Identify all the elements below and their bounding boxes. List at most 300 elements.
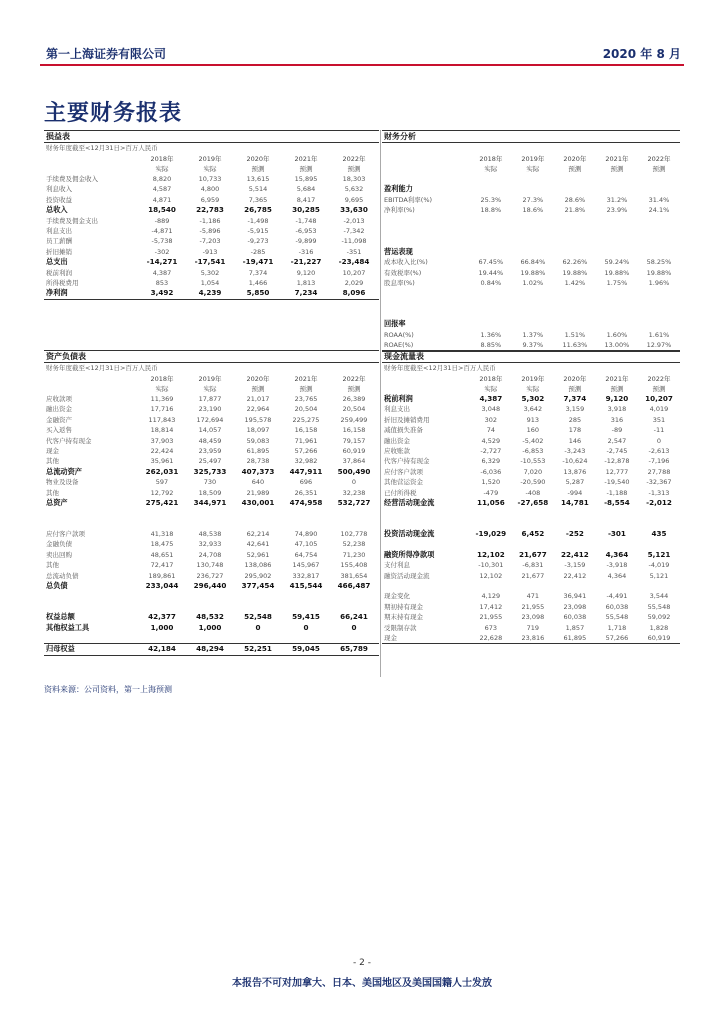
row-value: -6,953 xyxy=(295,226,317,235)
row-value: 17,877 xyxy=(198,395,222,403)
year-header-row xyxy=(382,154,680,164)
row-value: 6,959 xyxy=(200,195,220,204)
row-value: -7,196 xyxy=(648,457,670,466)
row-value: 61,895 xyxy=(246,446,270,455)
year-label: 2019年 xyxy=(198,375,222,383)
row-value: 730 xyxy=(203,478,217,487)
year-label: 2019年 xyxy=(521,155,545,163)
row-value: 466,487 xyxy=(337,581,371,591)
row-value: 296,440 xyxy=(193,581,227,591)
row-label: 现金 xyxy=(46,446,59,455)
financial-analysis-panel xyxy=(382,130,680,352)
row-label: 其他 xyxy=(46,457,59,466)
blank-row xyxy=(44,591,379,601)
row-value: 102,778 xyxy=(340,530,368,539)
year-label: 2022年 xyxy=(342,155,366,163)
row-value: 59,045 xyxy=(292,644,320,654)
basis-label: 预测 xyxy=(251,165,265,173)
section-heading-label: 回报率 xyxy=(384,319,406,329)
basis-label: 预测 xyxy=(299,165,313,173)
row-value: 71,230 xyxy=(342,550,366,559)
year-header-row xyxy=(44,374,379,384)
row-label: 归母权益 xyxy=(46,644,75,654)
row-value: 24,708 xyxy=(198,550,222,559)
row-value: 5,287 xyxy=(565,478,585,487)
balance-subtitle: 财务年度截至<12月31日>百万人民币 xyxy=(46,364,158,372)
row-value: 7,365 xyxy=(248,195,268,204)
row-value: 146 xyxy=(568,436,582,445)
section-heading xyxy=(382,247,680,257)
row-value: 9,120 xyxy=(296,268,316,277)
row-value: 59,415 xyxy=(292,612,320,622)
row-label: 税前利润 xyxy=(46,268,72,277)
row-value: 172,694 xyxy=(196,415,224,424)
row-value: 8,417 xyxy=(296,195,316,204)
blank-row xyxy=(382,226,680,236)
table-row xyxy=(382,278,680,288)
row-value: 71,961 xyxy=(294,436,318,445)
row-value: 407,373 xyxy=(241,466,275,476)
row-value: 31.4% xyxy=(648,195,670,204)
row-value: 23,190 xyxy=(198,405,222,414)
row-value: 1.60% xyxy=(606,330,628,339)
table-row xyxy=(382,529,680,539)
table-row xyxy=(44,425,379,435)
row-value: 16,158 xyxy=(294,426,318,435)
table-row xyxy=(44,456,379,466)
balance-title: 资产负债表 xyxy=(44,350,379,363)
row-value: 178 xyxy=(568,426,582,435)
row-value: 79,157 xyxy=(342,436,366,445)
row-value: 12.97% xyxy=(646,341,672,350)
row-value: 4,800 xyxy=(200,185,220,194)
row-value: 61,895 xyxy=(563,633,587,642)
year-label: 2020年 xyxy=(246,375,270,383)
table-row xyxy=(382,404,680,414)
row-value: 11,369 xyxy=(150,395,174,403)
row-value: -302 xyxy=(154,247,170,256)
table-row xyxy=(382,550,680,560)
row-value: -316 xyxy=(298,247,314,256)
table-row xyxy=(44,404,379,414)
table-row xyxy=(44,216,379,226)
row-value: 1,054 xyxy=(200,278,220,287)
row-value: 14,781 xyxy=(561,497,589,507)
row-value: -5,738 xyxy=(151,237,173,246)
row-value: 23,098 xyxy=(563,602,587,611)
row-value: -301 xyxy=(607,529,626,539)
row-value: 19.88% xyxy=(604,268,630,277)
table-row xyxy=(44,550,379,560)
header-spacer xyxy=(44,374,138,384)
row-value: 26,351 xyxy=(294,488,318,497)
row-value: 1.61% xyxy=(648,330,670,339)
row-value: 155,408 xyxy=(340,561,368,570)
row-value: 0 xyxy=(255,622,261,632)
row-value: 23,098 xyxy=(521,613,545,622)
row-value: 430,001 xyxy=(241,497,275,507)
row-value: 696 xyxy=(299,478,313,487)
blank-row xyxy=(382,236,680,246)
table-row xyxy=(44,488,379,498)
blank-row xyxy=(44,508,379,518)
row-value: 325,733 xyxy=(193,466,227,476)
row-value: 0 xyxy=(351,622,357,632)
row-value: 1.51% xyxy=(564,330,586,339)
table-row xyxy=(382,415,680,425)
row-value: 1,828 xyxy=(649,623,669,632)
row-value: 22,412 xyxy=(563,571,587,580)
basis-label: 预测 xyxy=(652,165,666,173)
row-value: 60,919 xyxy=(647,633,671,642)
year-label: 2020年 xyxy=(563,375,587,383)
row-value: 23,765 xyxy=(294,395,318,403)
row-value: 66,241 xyxy=(340,612,368,622)
row-label: 利息支出 xyxy=(384,405,410,414)
disclaimer-footer: 本报告不可对加拿大、日本、美国地区及美国国籍人士发放 xyxy=(232,978,492,989)
row-label: 手续费及佣金支出 xyxy=(46,216,98,225)
table-row xyxy=(44,247,379,257)
row-value: 145,967 xyxy=(292,561,320,570)
table-row xyxy=(382,488,680,498)
table-row xyxy=(382,467,680,477)
row-value: 52,251 xyxy=(244,644,272,654)
table-row xyxy=(382,394,680,404)
row-value: 3,918 xyxy=(607,405,627,414)
year-label: 2018年 xyxy=(479,155,503,163)
row-label: 现金 xyxy=(384,633,397,642)
cash-flow-panel xyxy=(382,350,680,644)
basis-label: 实际 xyxy=(203,165,217,173)
row-value: 597 xyxy=(155,478,169,487)
row-value: 0 xyxy=(656,436,662,445)
row-label: 代客户持有现金 xyxy=(46,436,92,445)
year-label: 2020年 xyxy=(563,155,587,163)
row-value: 23.9% xyxy=(606,206,628,215)
row-value: 316 xyxy=(610,415,624,424)
row-value: 117,843 xyxy=(148,415,176,424)
row-value: -32,367 xyxy=(646,478,672,487)
header-spacer xyxy=(382,154,470,164)
row-value: -6,036 xyxy=(480,467,502,476)
table-row xyxy=(382,623,680,633)
row-value: -19,471 xyxy=(242,257,274,267)
table-row xyxy=(44,467,379,477)
row-label: 总支出 xyxy=(46,257,68,267)
row-value: 57,266 xyxy=(294,446,318,455)
row-value: 18,540 xyxy=(148,205,176,215)
table-row xyxy=(44,539,379,549)
row-label: 经营活动现金流 xyxy=(384,497,435,507)
table-row xyxy=(382,602,680,612)
row-value: 233,044 xyxy=(145,581,179,591)
table-row xyxy=(44,612,379,622)
row-value: 0 xyxy=(351,478,357,487)
basis-label: 预测 xyxy=(652,385,666,393)
year-label: 2021年 xyxy=(294,155,318,163)
row-value: 21,677 xyxy=(521,571,545,580)
row-label: 应付客户款项 xyxy=(46,530,85,539)
row-value: 22,964 xyxy=(246,405,270,414)
row-value: 7,234 xyxy=(294,288,318,298)
row-value: 11,056 xyxy=(476,497,505,507)
basis-label: 实际 xyxy=(203,385,217,393)
basis-label: 预测 xyxy=(610,385,624,393)
row-value: -5,896 xyxy=(199,226,221,235)
row-label: 总流动资产 xyxy=(46,466,82,476)
row-value: 1.02% xyxy=(522,278,544,287)
row-label: 投资收益 xyxy=(46,195,72,204)
row-value: 23,959 xyxy=(198,446,222,455)
row-value: 18,509 xyxy=(198,488,222,497)
basis-header-row xyxy=(382,384,680,394)
row-value: 17,412 xyxy=(479,602,503,611)
basis-label: 预测 xyxy=(610,165,624,173)
row-label: 手续费及佣金收入 xyxy=(46,175,98,183)
row-value: 435 xyxy=(651,529,667,539)
row-label: 所得税费用 xyxy=(46,278,79,287)
year-label: 2018年 xyxy=(150,375,174,383)
row-value: 7,374 xyxy=(563,394,587,403)
row-value: 275,421 xyxy=(145,497,179,507)
row-value: 19.44% xyxy=(478,268,504,277)
row-value: 16,158 xyxy=(342,426,366,435)
row-value: 74 xyxy=(486,426,495,435)
row-label: 成本收入比(%) xyxy=(384,258,428,267)
row-value: 12,102 xyxy=(476,549,505,559)
row-value: -6,853 xyxy=(522,446,544,455)
year-label: 2021年 xyxy=(294,375,318,383)
row-value: 60,038 xyxy=(563,613,587,622)
page-title: 主要财务报表 xyxy=(44,101,183,126)
row-value: 4,387 xyxy=(479,394,503,403)
row-value: 351 xyxy=(652,415,666,424)
row-value: 138,086 xyxy=(244,561,272,570)
row-value: -5,915 xyxy=(247,226,269,235)
row-value: 259,499 xyxy=(340,415,368,424)
row-label: 总负债 xyxy=(46,581,68,591)
year-label: 2021年 xyxy=(605,375,629,383)
table-row xyxy=(44,174,379,184)
row-value: -994 xyxy=(567,488,583,497)
row-value: -2,013 xyxy=(343,216,365,225)
row-value: 48,459 xyxy=(198,436,222,445)
row-label: 卖出回购 xyxy=(46,550,72,559)
row-value: -9,273 xyxy=(247,237,269,246)
table-row xyxy=(382,612,680,622)
row-value: -23,484 xyxy=(338,257,370,267)
row-value: 28.6% xyxy=(564,195,586,204)
row-value: -889 xyxy=(154,216,170,225)
row-label: 应收账款 xyxy=(384,446,410,455)
year-label: 2018年 xyxy=(479,375,503,383)
header-spacer xyxy=(382,164,470,174)
row-label: 总收入 xyxy=(46,205,68,215)
row-value: 9.37% xyxy=(522,341,544,350)
row-value: 302 xyxy=(484,415,498,424)
row-label: 应付客户款项 xyxy=(384,467,423,476)
year-header-row xyxy=(44,154,379,164)
row-value: 130,748 xyxy=(196,561,224,570)
table-row xyxy=(382,571,680,581)
table-row xyxy=(382,560,680,570)
row-value: 1,520 xyxy=(481,478,501,487)
row-value: 5,302 xyxy=(200,268,220,277)
header-spacer xyxy=(44,384,138,394)
row-value: -1,188 xyxy=(606,488,628,497)
row-value: 5,850 xyxy=(246,288,270,298)
row-value: 47,105 xyxy=(294,540,318,549)
row-value: 42,641 xyxy=(246,540,270,549)
table-row xyxy=(382,436,680,446)
table-row xyxy=(44,394,379,404)
row-value: 4,129 xyxy=(481,592,501,601)
row-value: 66.84% xyxy=(520,258,546,267)
row-value: 36,941 xyxy=(563,592,587,601)
row-value: 12,102 xyxy=(479,571,503,580)
row-value: 72,417 xyxy=(150,561,174,570)
table-row xyxy=(44,643,379,655)
basis-label: 预测 xyxy=(347,385,361,393)
row-value: 377,454 xyxy=(241,581,275,591)
row-value: 474,958 xyxy=(289,497,323,507)
row-value: 25,497 xyxy=(198,457,222,466)
table-row xyxy=(382,456,680,466)
row-value: 21,955 xyxy=(479,613,503,622)
row-value: 12,777 xyxy=(605,467,629,476)
row-value: 12,792 xyxy=(150,488,174,497)
basis-label: 预测 xyxy=(568,385,582,393)
table-row xyxy=(382,591,680,601)
row-label: EBITDA利率(%) xyxy=(384,195,433,204)
table-row xyxy=(382,498,680,508)
row-value: 447,911 xyxy=(289,466,323,476)
row-value: -7,342 xyxy=(343,226,365,235)
row-label: 受限制存款 xyxy=(384,623,417,632)
row-label: 融资活动现金流 xyxy=(384,571,430,580)
row-label: 已付所得税 xyxy=(384,488,417,497)
header-divider xyxy=(40,64,684,66)
basis-label: 实际 xyxy=(155,165,169,173)
table-row xyxy=(44,278,379,288)
table-row xyxy=(44,415,379,425)
row-value: -17,541 xyxy=(194,257,226,267)
row-value: 74,890 xyxy=(294,530,318,539)
row-value: -20,590 xyxy=(520,478,546,487)
blank-row xyxy=(382,216,680,226)
row-value: 673 xyxy=(484,623,498,632)
row-value: 21,989 xyxy=(246,488,270,497)
row-label: 代客户持有现金 xyxy=(384,457,430,466)
row-value: -285 xyxy=(250,247,266,256)
table-row xyxy=(44,477,379,487)
row-value: 1.36% xyxy=(480,330,502,339)
table-row xyxy=(382,195,680,205)
row-value: 33,630 xyxy=(340,205,368,215)
row-value: -3,159 xyxy=(564,561,586,570)
row-value: 48,538 xyxy=(198,530,222,539)
row-value: 2,547 xyxy=(607,436,627,445)
row-value: 853 xyxy=(155,278,169,287)
row-label: 物业及设备 xyxy=(46,478,79,487)
table-row xyxy=(44,436,379,446)
blank-row xyxy=(382,539,680,549)
row-label: 折旧及摊销费用 xyxy=(384,415,430,424)
row-value: -2,727 xyxy=(480,446,502,455)
row-value: 4,387 xyxy=(152,268,172,277)
row-value: 381,654 xyxy=(340,571,368,580)
column-divider xyxy=(380,130,381,677)
row-value: 59,083 xyxy=(246,436,270,445)
row-value: 35,961 xyxy=(150,457,174,466)
row-value: 18,475 xyxy=(150,540,174,549)
row-value: 2,029 xyxy=(344,278,364,287)
basis-header-row xyxy=(382,164,680,174)
table-row xyxy=(44,257,379,267)
row-value: 0.84% xyxy=(480,278,502,287)
row-value: 9,120 xyxy=(605,394,629,403)
row-value: 1,000 xyxy=(198,622,222,632)
row-label: 融资所得净款项 xyxy=(384,549,435,559)
year-label: 2019年 xyxy=(198,155,222,163)
row-value: -10,624 xyxy=(562,457,588,466)
row-value: -4,019 xyxy=(648,561,670,570)
blank-row xyxy=(382,174,680,184)
row-value: 1,813 xyxy=(296,278,316,287)
row-value: 22,424 xyxy=(150,446,174,455)
row-value: -5,402 xyxy=(522,436,544,445)
row-value: 25.3% xyxy=(480,195,502,204)
row-label: 减值损失准备 xyxy=(384,426,423,435)
row-value: 42,184 xyxy=(148,644,176,654)
row-value: 5,514 xyxy=(248,185,268,194)
row-label: 应收款项 xyxy=(46,395,72,403)
row-value: 4,364 xyxy=(605,549,629,559)
row-value: 1,000 xyxy=(150,622,174,632)
row-value: 5,121 xyxy=(649,571,669,580)
row-value: -14,271 xyxy=(146,257,178,267)
row-value: -12,878 xyxy=(604,457,630,466)
row-value: 11.63% xyxy=(562,341,588,350)
row-value: 18.8% xyxy=(480,206,502,215)
row-value: 236,727 xyxy=(196,571,224,580)
row-value: 52,238 xyxy=(342,540,366,549)
row-value: 52,961 xyxy=(246,550,270,559)
basis-label: 实际 xyxy=(526,385,540,393)
table-row xyxy=(44,195,379,205)
row-value: 32,982 xyxy=(294,457,318,466)
row-value: 4,239 xyxy=(198,288,222,298)
table-row xyxy=(382,205,680,215)
section-heading-label: 盈利能力 xyxy=(384,184,413,194)
row-value: -351 xyxy=(346,247,362,256)
year-label: 2022年 xyxy=(647,155,671,163)
row-label: 净利率(%) xyxy=(384,206,415,215)
row-value: 48,651 xyxy=(150,550,174,559)
row-value: 8,820 xyxy=(152,175,172,183)
year-label: 2021年 xyxy=(605,155,629,163)
row-value: 18,814 xyxy=(150,426,174,435)
table-row xyxy=(44,529,379,539)
row-value: 32,933 xyxy=(198,540,222,549)
row-value: 31.2% xyxy=(606,195,628,204)
row-value: 262,031 xyxy=(145,466,179,476)
cashflow-subtitle: 财务年度截至<12月31日>百万人民币 xyxy=(384,364,496,372)
row-value: 3,492 xyxy=(150,288,174,298)
row-label: 金融资产 xyxy=(46,415,72,424)
row-value: 8,096 xyxy=(342,288,366,298)
row-value: -1,748 xyxy=(295,216,317,225)
